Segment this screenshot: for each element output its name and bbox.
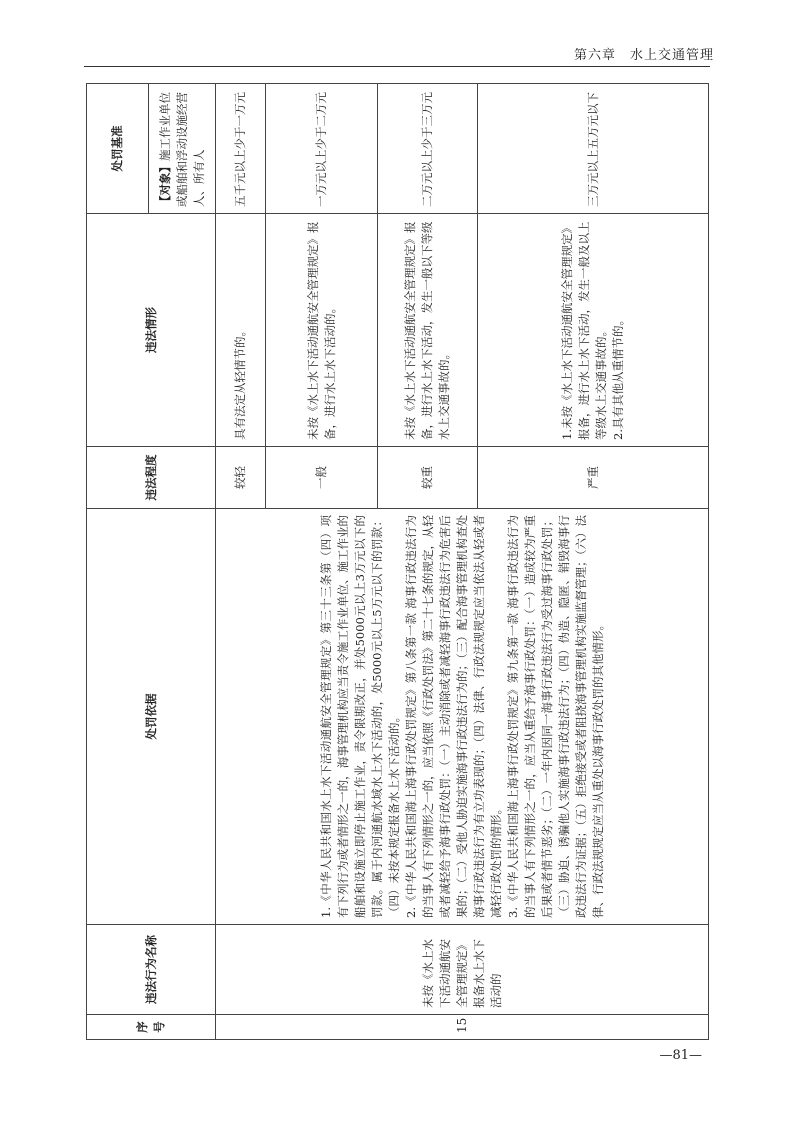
penalty-table (86, 83, 709, 1040)
header-target (149, 84, 216, 214)
header-degree: 违法程度 (87, 447, 216, 509)
degree-cell: 较轻 (216, 447, 266, 509)
header-rule (84, 66, 710, 67)
basis-item: 3.《中华人民共和国海上海事行政处罚规定》第九条第一款 海事行政违法行为的当事人有下列情形之一的，应当从重给予海事行政处罚：（一）造成较为严重后果或者情节恶劣；（二）一年内因同一海事行政违法行为受过海事行政处罚；（三）胁迫、诱骗他人实施海事行政违法行为；（四）伪造、隐匿、销毁海事行政违法行为证据；（五）拒绝接受或者阻挠海事管理机构实施监督管理；（六）法律、行政法规规定应当从重处以海事行政处罚的其他情形。 (505, 515, 605, 918)
header-basis: 处罚依据 (87, 509, 216, 925)
degree-cell: 严重 (478, 447, 709, 509)
violation-name: 未按《水上水下活动通航安全管理规定》报备水上水下活动的 (216, 925, 709, 1015)
level-row-light (216, 84, 266, 1040)
standard-cell: 三万元以上五万元以下 (478, 84, 709, 214)
target-text: 施工作业单位或船舶和浮动设施经营人、所有人 (157, 92, 206, 207)
penalty-table-rotated (86, 84, 708, 1040)
standard-cell: 二万元以上少于三万元 (378, 84, 478, 214)
standard-cell: 一万元以上少于二万元 (266, 84, 378, 214)
basis-item: 1.《中华人民共和国水上水下活动通航安全管理规定》第三十三条第（四）项 有下列行为或者情形之一的，海事管理机构应当责令施工作业单位、施工作业的船舶和设施立即停止施工作业，责令限期改正，并处5000元以上3万元以下的罚款。属于内河通航水域水上水下活动的，处5000元以上5万元以下的罚款：（四）未按本规定报备水上水下活动的。 (318, 515, 401, 918)
standard-cell: 五千元以上少于一万元 (216, 84, 266, 214)
penalty-basis (216, 509, 709, 925)
header-name: 违法行为名称 (87, 925, 216, 1015)
circumstance-cell: 未按《水上水下活动通航安全管理规定》报备，进行水上水下活动的。 (266, 214, 378, 447)
target-label: 【对象】 (157, 161, 172, 207)
circumstance-cell: 未按《水上水下活动通航安全管理规定》报备，进行水上水下活动，发生一般以下等级水上交通事故的。 (378, 214, 478, 447)
basis-item: 2.《中华人民共和国海上海事行政处罚规定》第八条第一款 海事行政违法行为的当事人有下列情形之一的，应当依照《行政处罚法》第二十七条的规定，从轻或者减轻给予海事行政处罚：（一）主动消除或者减轻海事行政违法行为危害后果的；（二）受他人胁迫实施海事行政违法行为的；（三）配合海事管理机构查处海事行政违法行为有立功表现的；（四）法律、行政法规规定应当依法从轻或者减轻行政处罚的情形。 (403, 515, 503, 918)
circumstance-cell: 1.未按《水上水下活动通航安全管理规定》报备，进行水上水下活动，发生一般及以上等级水上交通事故的。 2.具有其他从重情节的。 (478, 214, 709, 447)
circumstance-cell: 具有法定从轻情节的。 (216, 214, 266, 447)
row-seq: 15 (216, 1015, 709, 1040)
header-row-top (87, 84, 149, 1040)
header-seq: 序号 (87, 1015, 216, 1040)
degree-cell: 一般 (266, 447, 378, 509)
header-circumstance: 违法情形 (87, 214, 216, 447)
header-standard: 处罚基准 (87, 84, 149, 214)
page-number: —81— (659, 1048, 702, 1063)
chapter-header: 第六章 水上交通管理 (573, 48, 714, 63)
degree-cell: 较重 (378, 447, 478, 509)
